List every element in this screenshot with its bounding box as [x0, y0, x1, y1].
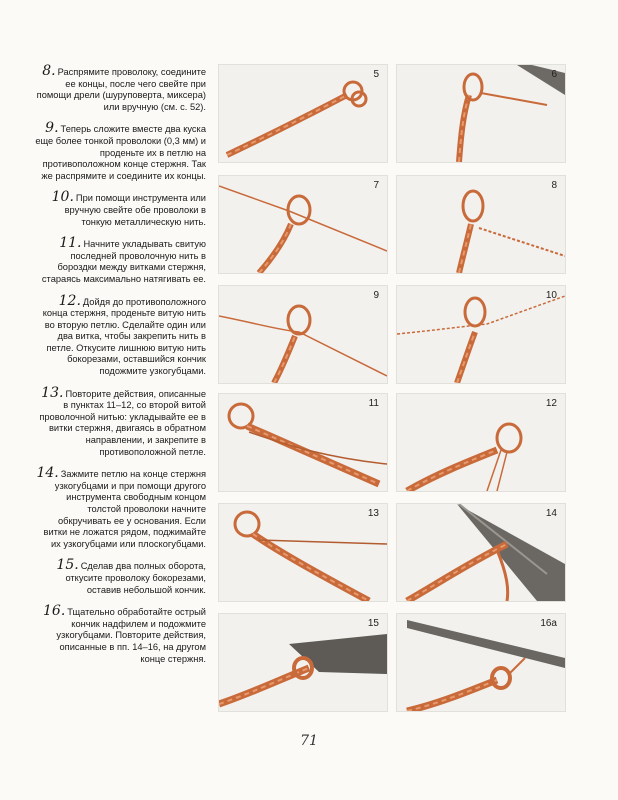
step-8 [34, 63, 206, 113]
second-wire-in-grooves-image [219, 504, 387, 601]
twisted-thin-wire-image [397, 176, 565, 273]
step-text: Сделав два полных оборота, откусите проволоку бокорезами, оставив небольшой кончик. [65, 561, 206, 595]
photo-label: 10 [545, 290, 557, 301]
wire-fixed-in-second-loop-image [397, 394, 565, 491]
photo-label: 12 [545, 398, 557, 409]
photo-label: 14 [545, 508, 557, 519]
photo-label: 6 [551, 69, 557, 80]
step-number: 9. [45, 120, 59, 137]
photo-label: 5 [373, 69, 379, 80]
step-10 [34, 189, 206, 228]
step-text: Теперь сложите вместе два куска еще более тонкой проволоки (0,3 мм) и проденьте их в петлю на противоположном конце стержня. Так же распрямите и соедините их концы. [35, 124, 206, 181]
step-16 [34, 603, 206, 665]
step-15 [34, 557, 206, 596]
photo-9 [218, 285, 388, 384]
step-9 [34, 120, 206, 182]
step-14 [34, 465, 206, 550]
rod-with-wire-in-grooves-image [219, 394, 387, 491]
photo-label: 9 [373, 290, 379, 301]
step-13 [34, 384, 206, 459]
photo-15 [218, 613, 388, 712]
photo-14 [396, 503, 566, 602]
step-text: Зажмите петлю на конце стержня узкогубцами и при помощи другого инструмента свободным концом толстой проволоки начните обкручивать ее у основания. Если витки не ложатся рядом, поджимайте их узкогубцами или плоскогубцами. [43, 469, 206, 549]
step-text: Повторите действия, описанные в пунктах 11–12, со второй витой проволочной нитью: укладывайте ее в витки стержня, двигаясь в обратном направлении, и закрепите в противоположной петле. [39, 388, 206, 457]
photo-label: 7 [373, 180, 379, 191]
photo-label: 8 [551, 180, 557, 191]
photo-6 [396, 64, 566, 163]
step-number: 15. [56, 557, 79, 574]
step-text: Начните укладывать свитую последней проволочную нить в бороздки между витками стержня, стараясь максимально натягивать ее. [41, 239, 206, 284]
step-number: 14. [36, 465, 59, 482]
step-number: 12. [58, 292, 81, 309]
photo-11 [218, 393, 388, 492]
step-11 [34, 235, 206, 285]
step-text: Распрямите проволоку, соедините ее концы, после чего свейте при помощи дрели (шуруповерта, миксера) или вручную (см. с. 52). [36, 67, 206, 112]
step-text: При помощи инструмента или вручную свейте обе проволоки в тонкую металлическую нить. [64, 193, 206, 227]
wire-wrapped-rod-image [397, 286, 565, 383]
step-number: 13. [41, 384, 64, 401]
step-number: 8. [42, 63, 56, 79]
photo-label: 13 [367, 508, 379, 519]
step-text: Тщательно обработайте острый кончик надфилем и подожмите узкогубцами. Повторите действия, описанные в пп. 14–16, на другом конце стержня. [56, 607, 206, 664]
photo-label: 16а [540, 618, 557, 629]
pliers-holding-loop-image [397, 504, 565, 601]
photo-8 [396, 175, 566, 274]
photo-16a [396, 613, 566, 712]
step-number: 16. [43, 603, 66, 620]
wire-with-pliers-image [397, 65, 565, 162]
photo-13 [218, 503, 388, 602]
photo-7 [218, 175, 388, 274]
photo-12 [396, 393, 566, 492]
photo-5 [218, 64, 388, 163]
photo-10 [396, 285, 566, 384]
twisted-wire-loop-image [219, 65, 387, 162]
step-number: 10. [51, 189, 74, 206]
step-text: Дойдя до противоположного конца стержня, проденьте витую нить во вторую петлю. Сделайте один или два витка, чтобы закрепить нить в петле. Откусите лишнюю витую нить бокорезами, оставшийся кончик подожмите узкогубцами. [42, 296, 206, 377]
photo-label: 11 [368, 398, 379, 409]
wire-laid-in-grooves-image [219, 286, 387, 383]
cutting-wire-with-cutters-image [219, 614, 387, 711]
instruction-steps [34, 63, 206, 675]
step-number: 11. [59, 235, 82, 252]
page-number: 71 [300, 733, 318, 749]
photo-label: 15 [367, 618, 379, 629]
step-12 [34, 292, 206, 378]
thin-wire-through-loop-image [219, 176, 387, 273]
